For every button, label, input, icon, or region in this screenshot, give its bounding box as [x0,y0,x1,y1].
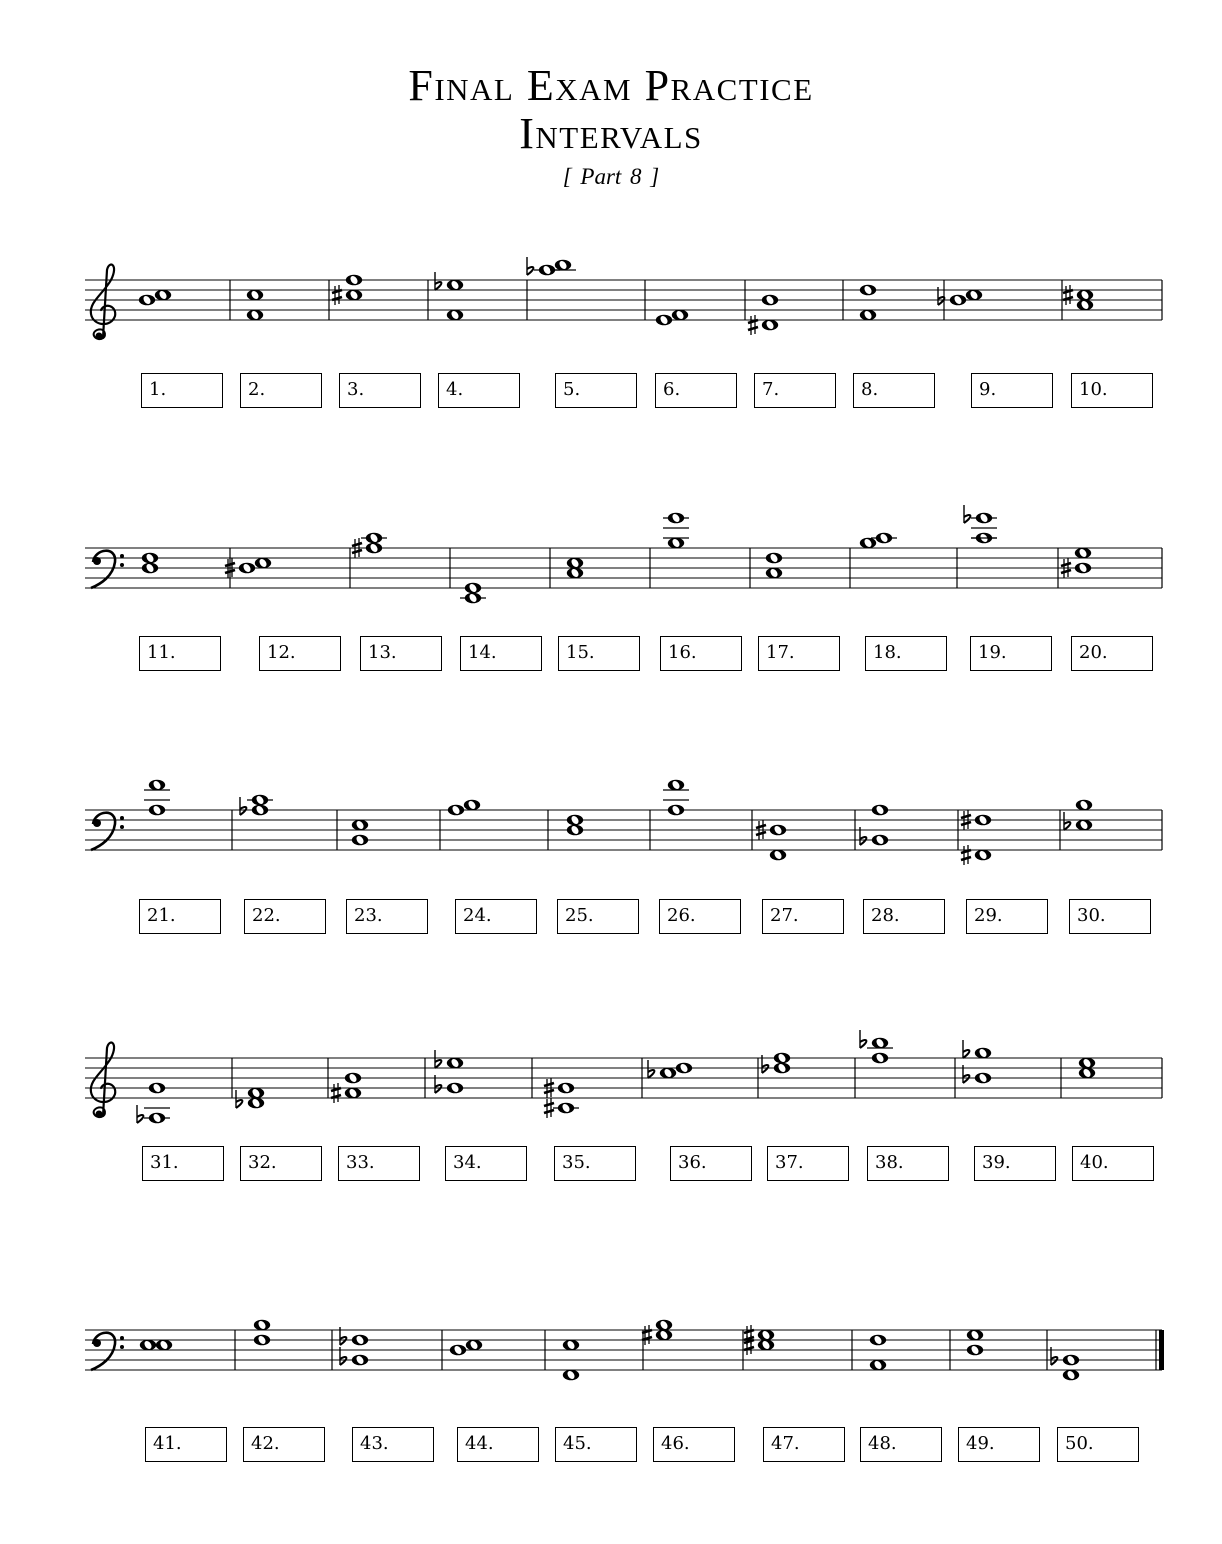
answer-box[interactable] [457,1427,539,1462]
whole-note [252,795,268,806]
whole-note [860,310,876,321]
answer-box-number: 3. [347,379,365,400]
whole-note [567,568,583,579]
answer-box-number: 45. [563,1433,592,1454]
whole-note [758,1330,774,1341]
answer-box-number: 24. [463,905,492,926]
answer-box-number: 13. [368,642,397,663]
answer-box-number: 29. [974,905,1003,926]
answer-box[interactable] [438,373,520,408]
whole-note [239,563,255,574]
whole-note [247,310,263,321]
flat-icon [236,1090,242,1108]
whole-note [465,583,481,594]
whole-note [448,805,464,816]
whole-note [1076,820,1092,831]
answer-box-number: 2. [248,379,266,400]
whole-note [346,275,362,286]
whole-note [668,513,684,524]
sharp-icon [748,315,758,335]
flat-icon [435,1050,441,1068]
answer-box[interactable] [860,1427,942,1462]
final-barline-thick [1159,1330,1164,1370]
answer-box[interactable] [966,899,1048,934]
answer-box[interactable] [1057,1427,1139,1462]
answer-box-number: 4. [446,379,464,400]
treble-clef-icon [91,265,115,340]
answer-box[interactable] [958,1427,1040,1462]
whole-note [872,1053,888,1064]
answer-box[interactable] [655,373,737,408]
answer-box-number: 48. [868,1433,897,1454]
whole-note [1079,1058,1095,1069]
answer-box-number: 35. [562,1152,591,1173]
whole-note [447,1058,463,1069]
answer-box[interactable] [338,1146,420,1181]
staff-5 [85,1330,1164,1370]
whole-note [966,290,982,301]
whole-note [872,835,888,846]
answer-box-number: 21. [147,905,176,926]
whole-note [447,1083,463,1094]
whole-note [345,1073,361,1084]
answer-box[interactable] [767,1146,849,1181]
whole-note [465,593,481,604]
whole-note [1076,800,1092,811]
sharp-icon [331,1083,341,1103]
whole-note [668,538,684,549]
answer-box[interactable] [867,1146,949,1181]
answer-box[interactable] [142,1146,224,1181]
whole-note [860,538,876,549]
whole-note [558,1103,574,1114]
answer-box[interactable] [346,899,428,934]
staff-4 [85,1058,1162,1098]
whole-note [774,1053,790,1064]
whole-note [139,295,155,306]
answer-box-number: 30. [1077,905,1106,926]
answer-box-number: 25. [565,905,594,926]
bass-clef-icon [91,813,124,850]
answer-box-number: 16. [668,642,697,663]
whole-note [247,290,263,301]
answer-box-number: 5. [563,379,581,400]
answer-box[interactable] [971,373,1053,408]
staff-3 [85,810,1162,850]
whole-note [656,315,672,326]
whole-note [770,825,786,836]
answer-box[interactable] [554,1146,636,1181]
whole-note [466,1340,482,1351]
answer-box[interactable] [660,636,742,671]
answer-box[interactable] [555,373,637,408]
answer-box[interactable] [460,636,542,671]
whole-note [870,1335,886,1346]
sharp-icon [332,285,342,305]
answer-box[interactable] [670,1146,752,1181]
answer-box-number: 50. [1065,1433,1094,1454]
answer-box-number: 10. [1079,379,1108,400]
whole-note [149,1083,165,1094]
whole-note [950,295,966,306]
answer-box-number: 39. [982,1152,1011,1173]
answer-box[interactable] [240,1146,322,1181]
whole-note [758,1340,774,1351]
answer-box-number: 44. [465,1433,494,1454]
answer-box-number: 42. [251,1433,280,1454]
answer-box[interactable] [758,636,840,671]
flat-icon [435,272,441,290]
answer-box-number: 19. [978,642,1007,663]
answer-box[interactable] [139,899,221,934]
whole-note [567,558,583,569]
whole-note [975,850,991,861]
answer-box[interactable] [455,899,537,934]
whole-note [149,780,165,791]
whole-note [149,1113,165,1124]
answer-box-number: 43. [360,1433,389,1454]
answer-box-number: 26. [667,905,696,926]
answer-box[interactable] [558,636,640,671]
whole-note [1077,300,1093,311]
staff-1 [85,280,1162,320]
answer-box-number: 22. [252,905,281,926]
page-subtitle: Intervals [519,109,703,158]
whole-note [770,850,786,861]
answer-box-number: 17. [766,642,795,663]
whole-note [872,805,888,816]
whole-note [967,1345,983,1356]
whole-note [447,280,463,291]
whole-note [872,1038,888,1049]
whole-note [1079,1068,1095,1079]
flat-icon [1064,812,1070,830]
whole-note [352,835,368,846]
part-label: [ Part 8 ] [562,164,660,189]
answer-box[interactable] [555,1427,637,1462]
whole-note [447,310,463,321]
answer-box-number: 14. [468,642,497,663]
whole-note [248,1098,264,1109]
whole-note [255,558,271,569]
answer-box-number: 34. [453,1152,482,1173]
answer-box-number: 38. [875,1152,904,1173]
answer-box[interactable] [754,373,836,408]
whole-note [450,1345,466,1356]
answer-box[interactable] [659,899,741,934]
whole-note [762,295,778,306]
whole-note [766,568,782,579]
answer-box-number: 41. [153,1433,182,1454]
whole-note [1075,563,1091,574]
sharp-icon [1063,285,1073,305]
whole-note [774,1063,790,1074]
answer-box-number: 11. [147,642,176,663]
flat-icon [860,1030,866,1048]
whole-note [1063,1370,1079,1381]
answer-box[interactable] [1071,636,1153,671]
flat-icon [527,257,533,275]
whole-note [149,805,165,816]
whole-note [140,1340,156,1351]
whole-note [1077,290,1093,301]
answer-box[interactable] [139,636,221,671]
whole-note [567,815,583,826]
answer-box-number: 7. [762,379,780,400]
flat-icon [648,1060,654,1078]
answer-box-number: 6. [663,379,681,400]
answer-box-number: 9. [979,379,997,400]
whole-note [345,1088,361,1099]
page-title: Final Exam Practice [408,61,814,110]
answer-box[interactable] [974,1146,1056,1181]
flat-icon [137,1105,143,1123]
whole-note [563,1370,579,1381]
whole-note [555,260,571,271]
answer-box[interactable] [970,636,1052,671]
whole-note [155,290,171,301]
whole-note [672,310,688,321]
whole-note [464,800,480,811]
whole-note [254,1320,270,1331]
answer-box-number: 32. [248,1152,277,1173]
whole-note [352,1335,368,1346]
answer-box-number: 36. [678,1152,707,1173]
whole-note [656,1320,672,1331]
answer-box-number: 37. [775,1152,804,1173]
whole-note [252,805,268,816]
whole-note [346,290,362,301]
answer-box-number: 47. [771,1433,800,1454]
whole-note [558,1083,574,1094]
sharp-icon [961,845,971,865]
whole-note [567,825,583,836]
answer-box-number: 23. [354,905,383,926]
whole-note [870,1360,886,1371]
answer-box-number: 12. [267,642,296,663]
answer-box[interactable] [339,373,421,408]
answer-box-number: 49. [966,1433,995,1454]
whole-note [1075,548,1091,559]
bass-clef-icon [91,1333,124,1370]
whole-note [975,1048,991,1059]
whole-note [142,563,158,574]
answer-box[interactable] [243,1427,325,1462]
answer-box[interactable] [1072,1146,1154,1181]
whole-note [156,1340,172,1351]
answer-box[interactable] [240,373,322,408]
answer-box-number: 28. [871,905,900,926]
whole-note [248,1088,264,1099]
whole-note [766,553,782,564]
whole-note [660,1068,676,1079]
answer-box[interactable] [1071,373,1153,408]
answer-box[interactable] [863,899,945,934]
answer-box[interactable] [445,1146,527,1181]
whole-note [366,533,382,544]
whole-note [1063,1355,1079,1366]
answer-box-number: 27. [770,905,799,926]
whole-note [142,553,158,564]
whole-note [762,320,778,331]
whole-note [676,1063,692,1074]
answer-box[interactable] [141,373,223,408]
answer-box-number: 1. [149,379,167,400]
whole-note [668,780,684,791]
answer-box-number: 8. [861,379,879,400]
answer-box-number: 40. [1080,1152,1109,1173]
sharp-icon [544,1098,554,1118]
answer-box-number: 20. [1079,642,1108,663]
answer-box[interactable] [259,636,341,671]
whole-note [975,815,991,826]
answer-box[interactable] [145,1427,227,1462]
answer-box[interactable] [762,899,844,934]
whole-note [563,1340,579,1351]
whole-note [656,1330,672,1341]
whole-note [352,1355,368,1366]
answer-box[interactable] [1069,899,1151,934]
treble-clef-icon [91,1043,115,1118]
answer-box[interactable] [853,373,935,408]
answer-box[interactable] [244,899,326,934]
answer-box[interactable] [865,636,947,671]
bass-clef-icon [91,551,124,588]
answer-box-number: 15. [566,642,595,663]
whole-note [967,1330,983,1341]
answer-box[interactable] [653,1427,735,1462]
whole-note [976,513,992,524]
whole-note [366,543,382,554]
flat-icon [240,797,246,815]
whole-note [668,805,684,816]
answer-box[interactable] [360,636,442,671]
answer-box[interactable] [557,899,639,934]
whole-note [254,1335,270,1346]
whole-note [352,820,368,831]
answer-box-number: 31. [150,1152,179,1173]
flat-icon [963,1040,969,1058]
answer-box-number: 33. [346,1152,375,1173]
answer-box-number: 18. [873,642,902,663]
answer-box[interactable] [763,1427,845,1462]
whole-note [876,533,892,544]
answer-box[interactable] [352,1427,434,1462]
whole-note [975,1073,991,1084]
whole-note [860,285,876,296]
answer-box-number: 46. [661,1433,690,1454]
flat-icon [964,505,970,523]
